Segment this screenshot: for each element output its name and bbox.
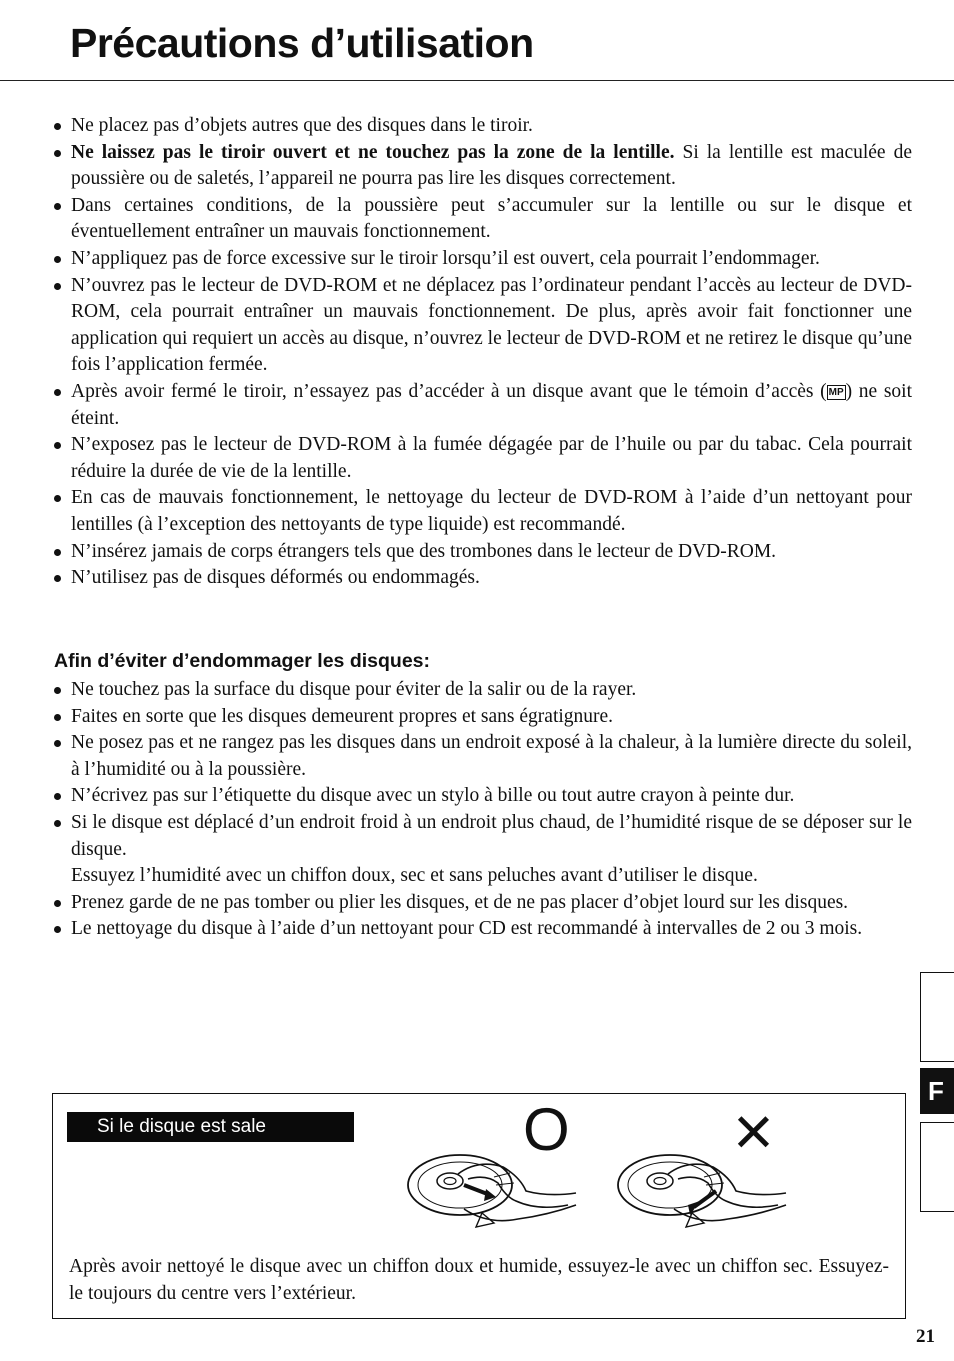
cleaning-box bbox=[52, 1093, 906, 1319]
list-item: Si le disque est déplacé d’un endroit froid à un endroit plus chaud, de l’humidité risque de se déposer sur le disque. bbox=[54, 810, 912, 863]
list-item: N’utilisez pas de disques déformés ou endommagés. bbox=[54, 565, 912, 592]
access-indicator-icon: MP bbox=[828, 386, 844, 398]
box-text: Après avoir nettoyé le disque avec un chiffon doux et humide, essuyez-le avec un chiffon sec. Essuyez-le toujours du centre vers l’extérieur. bbox=[69, 1256, 889, 1304]
section-tab-frame-top bbox=[920, 972, 954, 1062]
section-heading: Afin d’éviter d’endommager les disques: bbox=[54, 650, 431, 672]
page-number: 21 bbox=[916, 1326, 935, 1347]
section-tab-frame-bottom bbox=[920, 1122, 954, 1212]
list-item: Ne touchez pas la surface du disque pour éviter de la salir ou de la rayer. bbox=[54, 677, 912, 704]
list-item: N’ouvrez pas le lecteur de DVD-ROM et ne déplacez pas l’ordinateur pendant l’accès au lecteur de DVD-ROM, cela pourrait entraîner un mauvais fonctionnement. De plus, après avoir fait fonctionner une application qui requiert un accès au disque, n’ouvrez le lecteur de DVD-ROM et ne retirez le disque qu’une fois l’application fermée. bbox=[54, 273, 912, 379]
list-item: Ne laissez pas le tiroir ouvert et ne touchez pas la zone de la lentille. Si la lentille est maculée de poussière ou de saletés, l’appareil ne pourra pas lire les disques correctement. bbox=[54, 140, 912, 193]
list-item: Ne placez pas d’objets autres que des disques dans le tiroir. bbox=[54, 113, 912, 140]
title-rule bbox=[0, 80, 954, 81]
list-item: N’écrivez pas sur l’étiquette du disque avec un stylo à bille ou tout autre crayon à peinte dur. bbox=[54, 783, 912, 810]
list-item: Prenez garde de ne pas tomber ou plier les disques, et de ne pas placer d’objet lourd sur les disques. bbox=[54, 890, 912, 917]
precautions-list bbox=[54, 113, 912, 592]
emphasis-text: Ne laissez pas le tiroir ouvert et ne touchez pas la zone de la lentille. bbox=[71, 141, 675, 163]
list-item: N’exposez pas le lecteur de DVD-ROM à la fumée dégagée par de l’huile ou par du tabac. Cela pourrait réduire la durée de vie de la lentille. bbox=[54, 432, 912, 485]
page-title: Précautions d’utilisation bbox=[70, 20, 534, 66]
disc-care-list bbox=[54, 677, 912, 943]
list-item: Après avoir fermé le tiroir, n’essayez pas d’accéder à un disque avant que le témoin d’accès ( MP ) ne soit éteint. bbox=[54, 379, 912, 432]
list-item: En cas de mauvais fonctionnement, le nettoyage du lecteur de DVD-ROM à l’aide d’un nettoyant pour lentilles (à l’exception des nettoyants de type liquide) est recommandé. bbox=[54, 485, 912, 538]
list-item: N’insérez jamais de corps étrangers tels que des trombones dans le lecteur de DVD-ROM. bbox=[54, 539, 912, 566]
list-item: Faites en sorte que les disques demeurent propres et sans égratignure. bbox=[54, 704, 912, 731]
correct-mark-icon: O bbox=[523, 1096, 570, 1163]
list-item: Ne posez pas et ne rangez pas les disques dans un endroit exposé à la chaleur, à la lumière directe du soleil, à l’humidité ou à la poussière. bbox=[54, 730, 912, 783]
list-item: Dans certaines conditions, de la poussière peut s’accumuler sur la lentille ou sur le disque et éventuellement entraîner un mauvais fonctionnement. bbox=[54, 193, 912, 246]
list-item: N’appliquez pas de force excessive sur le tiroir lorsqu’il est ouvert, cela pourrait l’endommager. bbox=[54, 246, 912, 273]
list-item: Le nettoyage du disque à l’aide d’un nettoyant pour CD est recommandé à intervalles de 2 ou 3 mois. bbox=[54, 916, 912, 943]
box-title: Si le disque est sale bbox=[67, 1112, 354, 1142]
list-item-continuation: Essuyez l’humidité avec un chiffon doux, sec et sans peluches avant d’utiliser le disque. bbox=[71, 865, 758, 887]
language-tab: F bbox=[920, 1068, 954, 1114]
wrong-mark-icon: × bbox=[733, 1092, 774, 1170]
